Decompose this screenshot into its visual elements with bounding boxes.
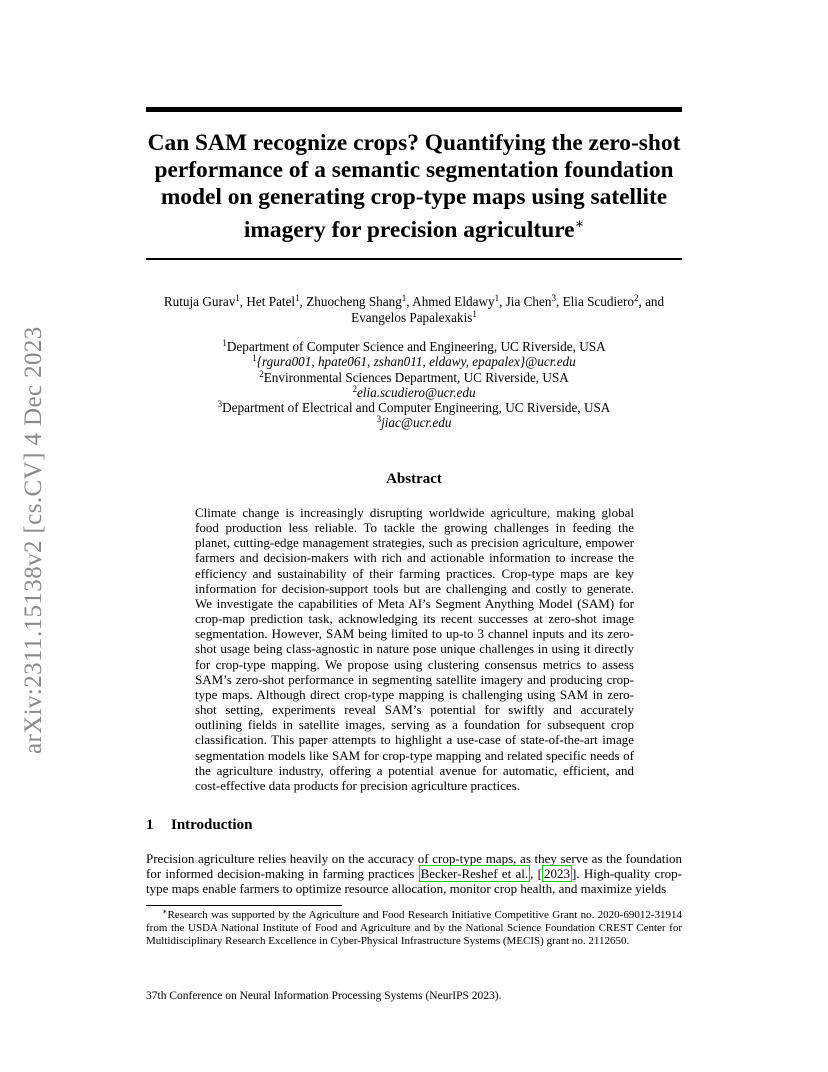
title-line: performance of a semantic segmentation foundation xyxy=(154,157,674,183)
author-line: Evangelos Papalexakis$^1$ xyxy=(351,309,477,325)
section-number: 1 xyxy=(146,817,154,833)
affiliation-line: $^3$Department of Electrical and Computer Engineering, UC Riverside, USA xyxy=(217,399,611,416)
abstract-heading: Abstract xyxy=(386,471,442,487)
citation-link[interactable]: Becker-Reshef et al. xyxy=(420,866,529,882)
title-bottom-rule xyxy=(146,258,682,260)
affiliation-email: $^1${rgura001, hpate061, zshan011, eldawy, epapalex}@ucr.edu xyxy=(252,353,576,370)
author-name: Evangelos Papalexakis xyxy=(351,310,473,325)
intro-paragraph: Precision agriculture relies heavily on the accuracy of crop-type maps, as they serve as the foundation for informed decision-making in farming practices Becker-Reshef et al. , [ 2023 ]. High-quality crop-type maps enable farmers to optimize resource allocation, monitor crop health, and maximize yields xyxy=(146,851,682,897)
affiliation-email: $^2$elia.scudiero@ucr.edu xyxy=(352,383,476,400)
author-name: Het Patel xyxy=(246,294,296,309)
title-line: model on generating crop-type maps using satellite xyxy=(160,184,668,210)
abstract-body: Climate change is increasingly disrupting worldwide agriculture, making global food production less reliable. To tackle the growing challenges in feeding the planet, cutting-edge management strategies, such as precision agriculture, empower farmers and decision-makers with rich and actionable information to increase the efficiency and sustainability of their farming practices. Crop-type maps are key information for decision-support tools but are challenging and costly to generate. We investigate the capabilities of Meta AI’s Segment Anything Model (SAM) for crop-map prediction task, acknowledging its recent successes at zero-shot image segmentation. However, SAM being limited to up-to 3 channel inputs and its zero-shot usage being class-agnostic in nature pose unique challenges in using it directly for crop-type mapping. We propose using clustering consensus metrics to assess SAM’s zero-shot performance in segmenting satellite imagery and producing crop-type maps. Although direct crop-type mapping is challenging using SAM in zero-shot setting, experiments reveal SAM’s potential for swiftly and accurately outlining fields in satellite images, serving as a foundation for subsequent crop classification. This paper attempts to highlight a use-case of state-of-the-art image segmentation models like SAM for crop-type mapping and related specific needs of the agriculture industry, offering a potential avenue for automatic, efficient, and cost-effective data products for precision agriculture practices. xyxy=(195,505,634,793)
section-title: Introduction xyxy=(171,817,253,833)
title-top-rule xyxy=(146,107,682,112)
title-line: Can SAM recognize crops? Quantifying the zero-shot xyxy=(147,130,681,156)
affiliations xyxy=(146,339,682,431)
affiliation-line: $^1$Department of Computer Science and Engineering, UC Riverside, USA xyxy=(222,338,606,354)
footnote-rule xyxy=(146,905,342,906)
citation-year-link[interactable]: 2023 xyxy=(543,866,570,882)
affiliation-line: $^2$Environmental Sciences Department, UC Riverside, USA xyxy=(259,368,569,385)
author-name: Jia Chen xyxy=(505,294,552,309)
author-line: Rutuja Gurav$^1$, Het Patel$^1$, Zhuocheng Shang$^1$, Ahmed Eldawy$^1$, Jia Chen$^3$, Elia Scudiero$^2$, and xyxy=(163,293,665,309)
section-heading xyxy=(146,817,252,834)
affiliation-email: $^3$jiac@ucr.edu xyxy=(376,414,452,431)
paper-title xyxy=(146,130,682,244)
title-footnote-mark[interactable]: ∗ xyxy=(574,217,585,232)
title-line: imagery for precision agriculture∗ xyxy=(243,216,585,243)
author-name: Ahmed Eldawy xyxy=(412,294,495,309)
author-name: Rutuja Gurav xyxy=(163,294,236,309)
author-list xyxy=(146,294,682,326)
author-name: Elia Scudiero xyxy=(562,294,634,309)
footnote: ∗Research was supported by the Agriculture and Food Research Initiative Competitive Grant no. 2020-69012-31914 from the USDA National Institute of Food and Agriculture and by the National Science Foundation CREST Center for Multidisciplinary Research Excellence in Cyber-Physical Infrastructure Systems (MECIS) grant no. 2112650. xyxy=(146,907,682,948)
author-name: Zhuocheng Shang xyxy=(306,294,402,309)
arxiv-stamp: arXiv:2311.15138v2 [cs.CV] 4 Dec 2023 xyxy=(20,326,47,754)
footnote-mark: ∗ xyxy=(162,907,168,916)
conference-note: 37th Conference on Neural Information Processing Systems (NeurIPS 2023). xyxy=(146,990,502,1002)
